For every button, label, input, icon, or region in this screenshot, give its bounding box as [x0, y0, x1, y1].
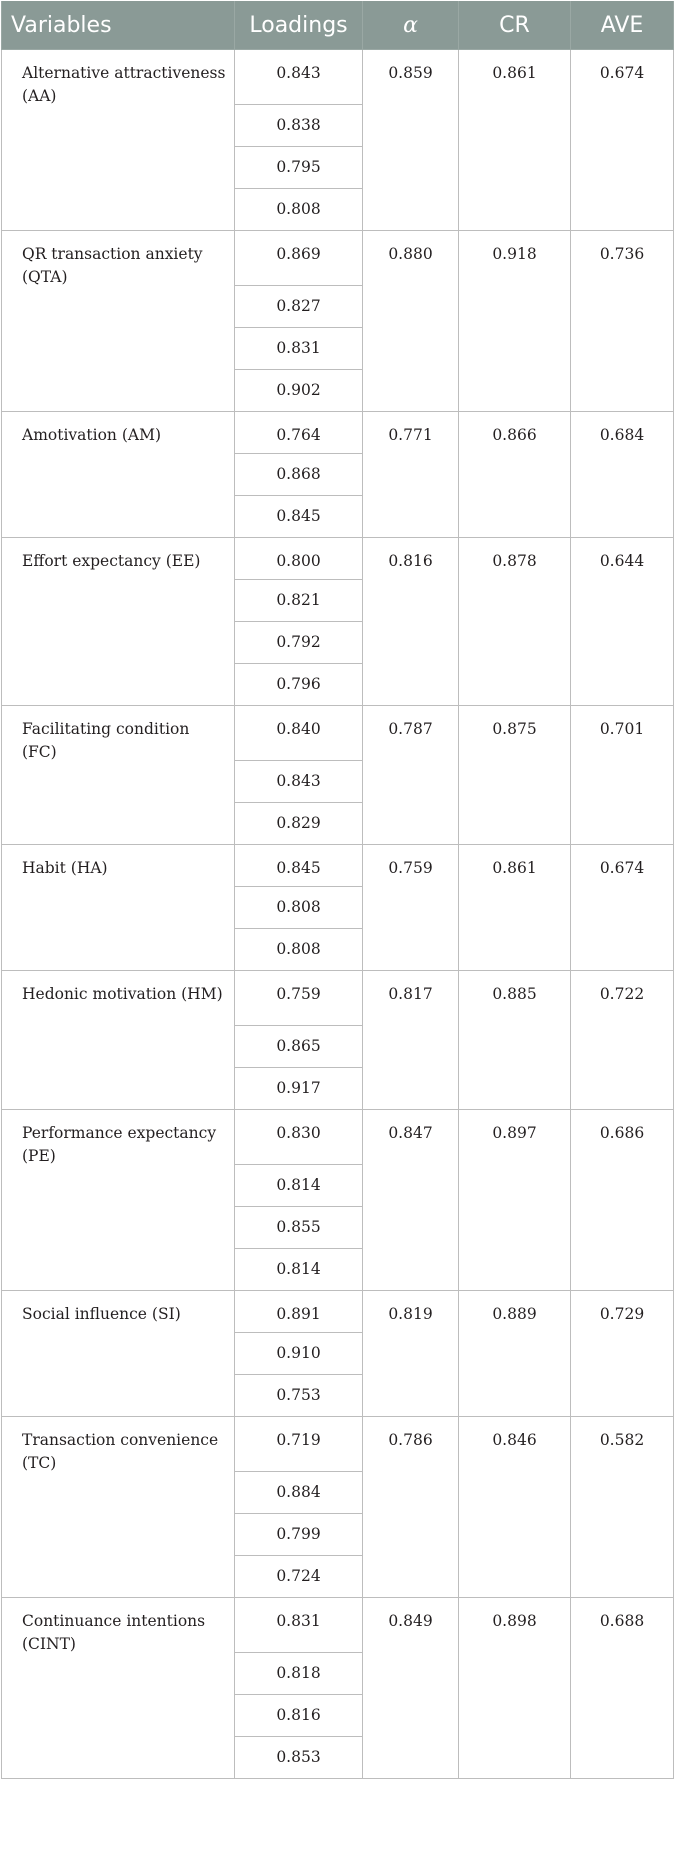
table-row-group-start [2, 1598, 674, 1653]
loading-cell: 0.759 [235, 971, 363, 1026]
loading-cell: 0.843 [235, 50, 363, 105]
alpha-cell: 0.759 [363, 845, 459, 971]
ave-cell: 0.729 [571, 1291, 674, 1417]
table-row-group-start [2, 231, 674, 286]
cr-cell: 0.875 [459, 706, 571, 845]
table-row-group-start [2, 1110, 674, 1165]
table-row-group-start [2, 706, 674, 761]
loading-cell: 0.816 [235, 1695, 363, 1737]
alpha-cell: 0.786 [363, 1417, 459, 1598]
loading-cell: 0.902 [235, 370, 363, 412]
loading-cell: 0.808 [235, 929, 363, 971]
loading-cell: 0.814 [235, 1249, 363, 1291]
loading-cell: 0.827 [235, 286, 363, 328]
loading-cell: 0.910 [235, 1333, 363, 1375]
alpha-cell: 0.817 [363, 971, 459, 1110]
ave-cell: 0.701 [571, 706, 674, 845]
loading-cell: 0.800 [235, 538, 363, 580]
ave-cell: 0.686 [571, 1110, 674, 1291]
loading-cell: 0.830 [235, 1110, 363, 1165]
loading-cell: 0.865 [235, 1026, 363, 1068]
alpha-cell: 0.880 [363, 231, 459, 412]
loading-cell: 0.808 [235, 189, 363, 231]
loading-cell: 0.845 [235, 845, 363, 887]
alpha-cell: 0.819 [363, 1291, 459, 1417]
variable-name-cell: Continuance intentions (CINT) [2, 1598, 235, 1779]
loading-cell: 0.891 [235, 1291, 363, 1333]
cr-cell: 0.846 [459, 1417, 571, 1598]
loading-cell: 0.869 [235, 231, 363, 286]
variable-name-cell: Amotivation (AM) [2, 412, 235, 538]
loading-cell: 0.855 [235, 1207, 363, 1249]
alpha-cell: 0.771 [363, 412, 459, 538]
loading-cell: 0.831 [235, 1598, 363, 1653]
variable-name-cell: Social influence (SI) [2, 1291, 235, 1417]
variable-name-cell: Alternative attractiveness (AA) [2, 50, 235, 231]
cr-cell: 0.878 [459, 538, 571, 706]
ave-cell: 0.674 [571, 845, 674, 971]
ave-cell: 0.644 [571, 538, 674, 706]
loading-cell: 0.796 [235, 664, 363, 706]
table-row-group-start [2, 971, 674, 1026]
cr-cell: 0.861 [459, 50, 571, 231]
cr-cell: 0.898 [459, 1598, 571, 1779]
loading-cell: 0.884 [235, 1472, 363, 1514]
loading-cell: 0.840 [235, 706, 363, 761]
variable-name-cell: Effort expectancy (EE) [2, 538, 235, 706]
ave-cell: 0.684 [571, 412, 674, 538]
cr-cell: 0.897 [459, 1110, 571, 1291]
loading-cell: 0.831 [235, 328, 363, 370]
cr-cell: 0.866 [459, 412, 571, 538]
loading-cell: 0.838 [235, 105, 363, 147]
variable-name-cell: Habit (HA) [2, 845, 235, 971]
header-alpha: α [363, 1, 459, 50]
loading-cell: 0.792 [235, 622, 363, 664]
table-row-group-start [2, 845, 674, 887]
ave-cell: 0.582 [571, 1417, 674, 1598]
table-row-group-start [2, 412, 674, 454]
loading-cell: 0.917 [235, 1068, 363, 1110]
loading-cell: 0.799 [235, 1514, 363, 1556]
cr-cell: 0.918 [459, 231, 571, 412]
ave-cell: 0.674 [571, 50, 674, 231]
loading-cell: 0.795 [235, 147, 363, 189]
table-row-group-start [2, 50, 674, 105]
loading-cell: 0.818 [235, 1653, 363, 1695]
loading-cell: 0.829 [235, 803, 363, 845]
loading-cell: 0.845 [235, 496, 363, 538]
loading-cell: 0.808 [235, 887, 363, 929]
header-loadings: Loadings [235, 1, 363, 50]
reliability-table [1, 1, 674, 1779]
loading-cell: 0.853 [235, 1737, 363, 1779]
table-row-group-start [2, 1417, 674, 1472]
table-row-group-start [2, 538, 674, 580]
alpha-cell: 0.847 [363, 1110, 459, 1291]
header-variables: Variables [2, 1, 235, 50]
variable-name-cell: QR transaction anxiety (QTA) [2, 231, 235, 412]
loading-cell: 0.724 [235, 1556, 363, 1598]
table-body [2, 50, 674, 1779]
ave-cell: 0.722 [571, 971, 674, 1110]
loading-cell: 0.843 [235, 761, 363, 803]
loading-cell: 0.821 [235, 580, 363, 622]
variable-name-cell: Performance expectancy (PE) [2, 1110, 235, 1291]
cr-cell: 0.889 [459, 1291, 571, 1417]
cr-cell: 0.885 [459, 971, 571, 1110]
loading-cell: 0.753 [235, 1375, 363, 1417]
header-cr: CR [459, 1, 571, 50]
variable-name-cell: Transaction convenience (TC) [2, 1417, 235, 1598]
table-row-group-start [2, 1291, 674, 1333]
alpha-cell: 0.816 [363, 538, 459, 706]
loading-cell: 0.764 [235, 412, 363, 454]
variable-name-cell: Hedonic motivation (HM) [2, 971, 235, 1110]
loading-cell: 0.719 [235, 1417, 363, 1472]
loading-cell: 0.868 [235, 454, 363, 496]
loading-cell: 0.814 [235, 1165, 363, 1207]
alpha-cell: 0.787 [363, 706, 459, 845]
table-header [2, 1, 674, 50]
header-row [2, 1, 674, 50]
ave-cell: 0.736 [571, 231, 674, 412]
ave-cell: 0.688 [571, 1598, 674, 1779]
variable-name-cell: Facilitating condition (FC) [2, 706, 235, 845]
header-ave: AVE [571, 1, 674, 50]
alpha-cell: 0.859 [363, 50, 459, 231]
cr-cell: 0.861 [459, 845, 571, 971]
alpha-cell: 0.849 [363, 1598, 459, 1779]
